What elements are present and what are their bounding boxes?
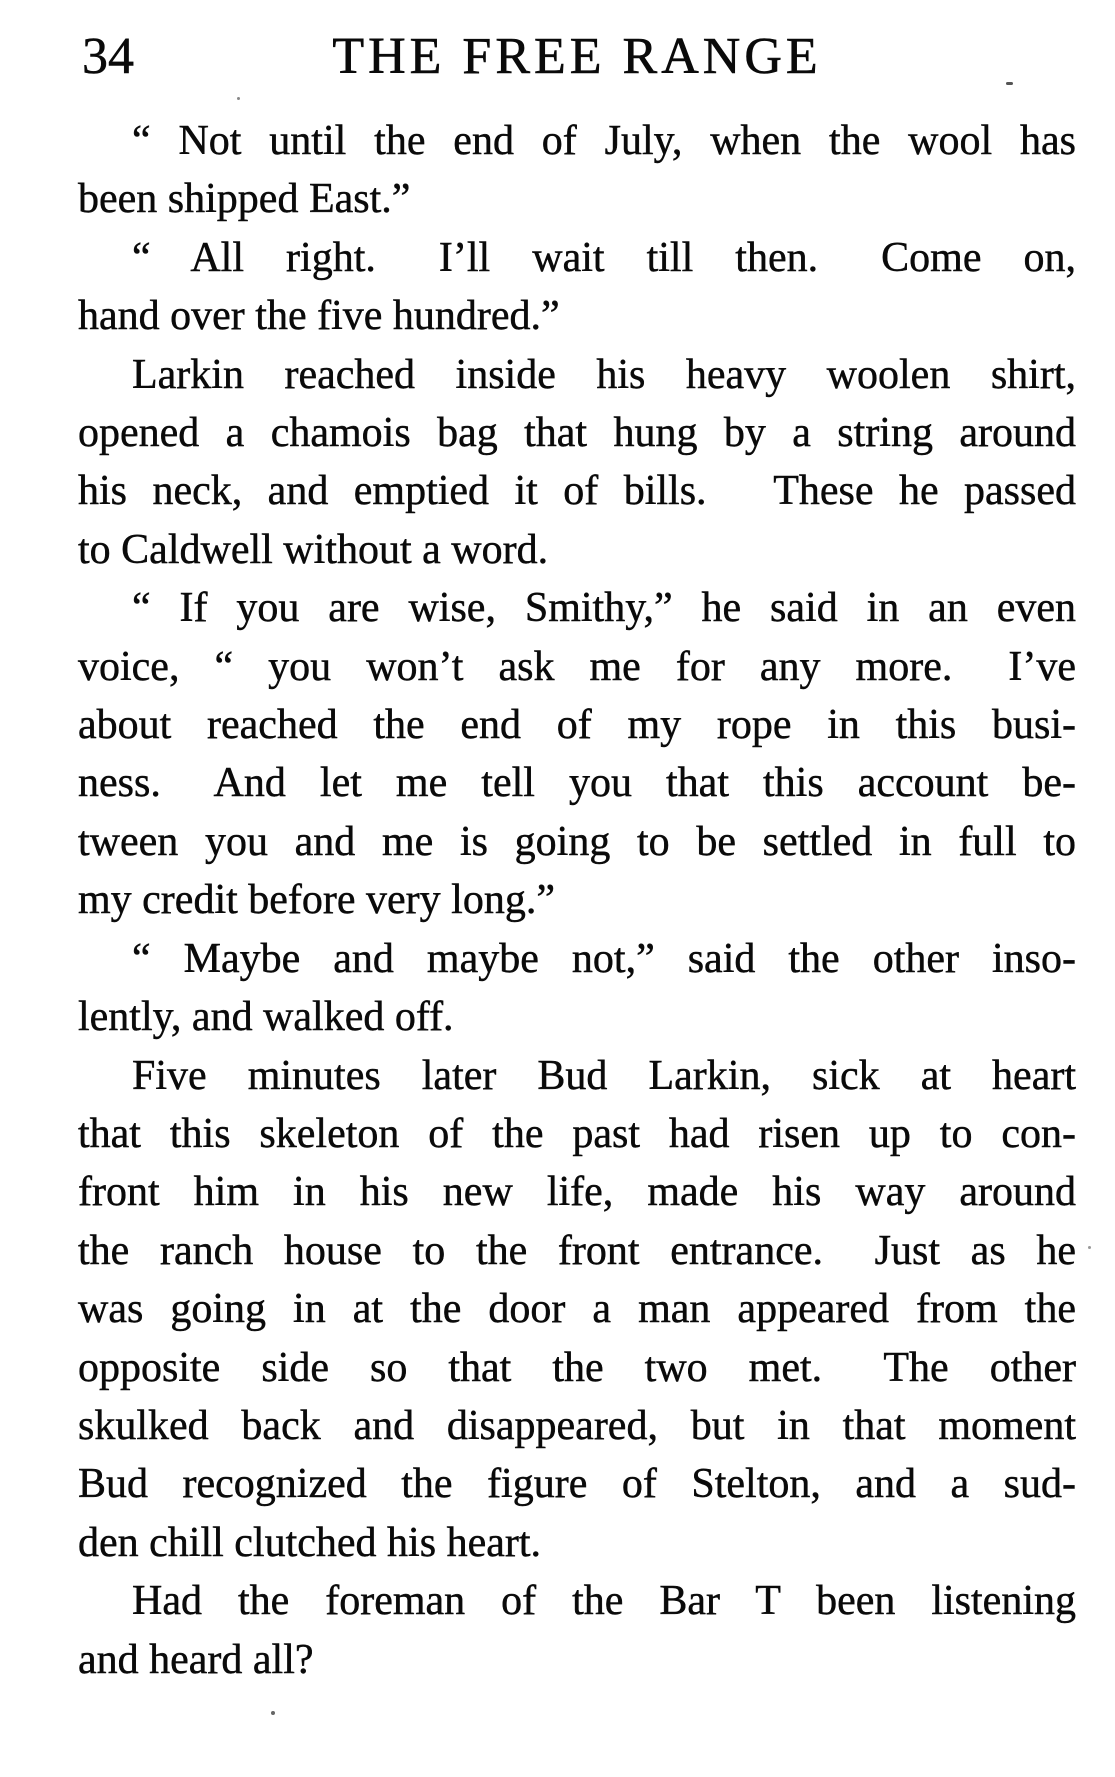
text-line: Had the foreman of the Bar T been listening [132, 1578, 1076, 1625]
text-line: my credit before very long.” [78, 877, 555, 924]
paragraph [78, 579, 1076, 929]
text-line: opposite side so that the two met. The other [78, 1344, 1076, 1391]
text-line: his neck, and emptied it of bills. These he passed [78, 468, 1076, 515]
paragraph [78, 930, 1076, 1047]
scan-speck [1006, 82, 1013, 85]
text-line: and heard all? [78, 1636, 314, 1683]
page-number: 34 [82, 28, 134, 85]
running-title: THE FREE RANGE [332, 28, 822, 85]
scan-speck [271, 1711, 275, 1715]
text-line: lently, and walked off. [78, 994, 454, 1041]
text-line: “ Not until the end of July, when the wool has [132, 118, 1076, 164]
text-line: opened a chamois bag that hung by a string around [78, 410, 1076, 457]
paragraph [78, 229, 1076, 346]
paragraph [78, 1047, 1076, 1573]
page-header [78, 26, 1076, 88]
text-line: about reached the end of my rope in this busi- [78, 702, 1076, 749]
paragraph [78, 346, 1076, 580]
scan-speck [1088, 1246, 1091, 1249]
paragraph [78, 1572, 1076, 1689]
text-line: been shipped East.” [78, 176, 411, 223]
text-line: the ranch house to the front entrance. Just as he [78, 1227, 1076, 1274]
paragraph [78, 112, 1076, 229]
text-line: to Caldwell without a word. [78, 526, 549, 573]
text-line: Bud recognized the figure of Stelton, and a sud- [78, 1461, 1076, 1508]
text-line: hand over the five hundred.” [78, 293, 560, 340]
text-line: was going in at the door a man appeared from the [78, 1286, 1076, 1333]
text-line: Larkin reached inside his heavy woolen shirt, [132, 351, 1076, 398]
text-line: “ All right. I’ll wait till then. Come on, [132, 234, 1076, 281]
text-line: Five minutes later Bud Larkin, sick at heart [132, 1052, 1076, 1099]
text-line: “ If you are wise, Smithy,” he said in an even [132, 585, 1076, 632]
text-line: that this skeleton of the past had risen up to con- [78, 1110, 1076, 1157]
text-line: front him in his new life, made his way around [78, 1169, 1076, 1216]
text-line: “ Maybe and maybe not,” said the other inso- [132, 935, 1076, 982]
text-line: tween you and me is going to be settled in full to [78, 818, 1076, 865]
scan-speck [237, 97, 240, 100]
text-line: den chill clutched his heart. [78, 1519, 542, 1566]
text-line: voice, “ you won’t ask me for any more. I’ve [78, 643, 1076, 690]
text-line: skulked back and disappeared, but in that moment [78, 1402, 1076, 1449]
text-line: ness. And let me tell you that this account be- [78, 760, 1076, 807]
page-text [78, 112, 1076, 1689]
